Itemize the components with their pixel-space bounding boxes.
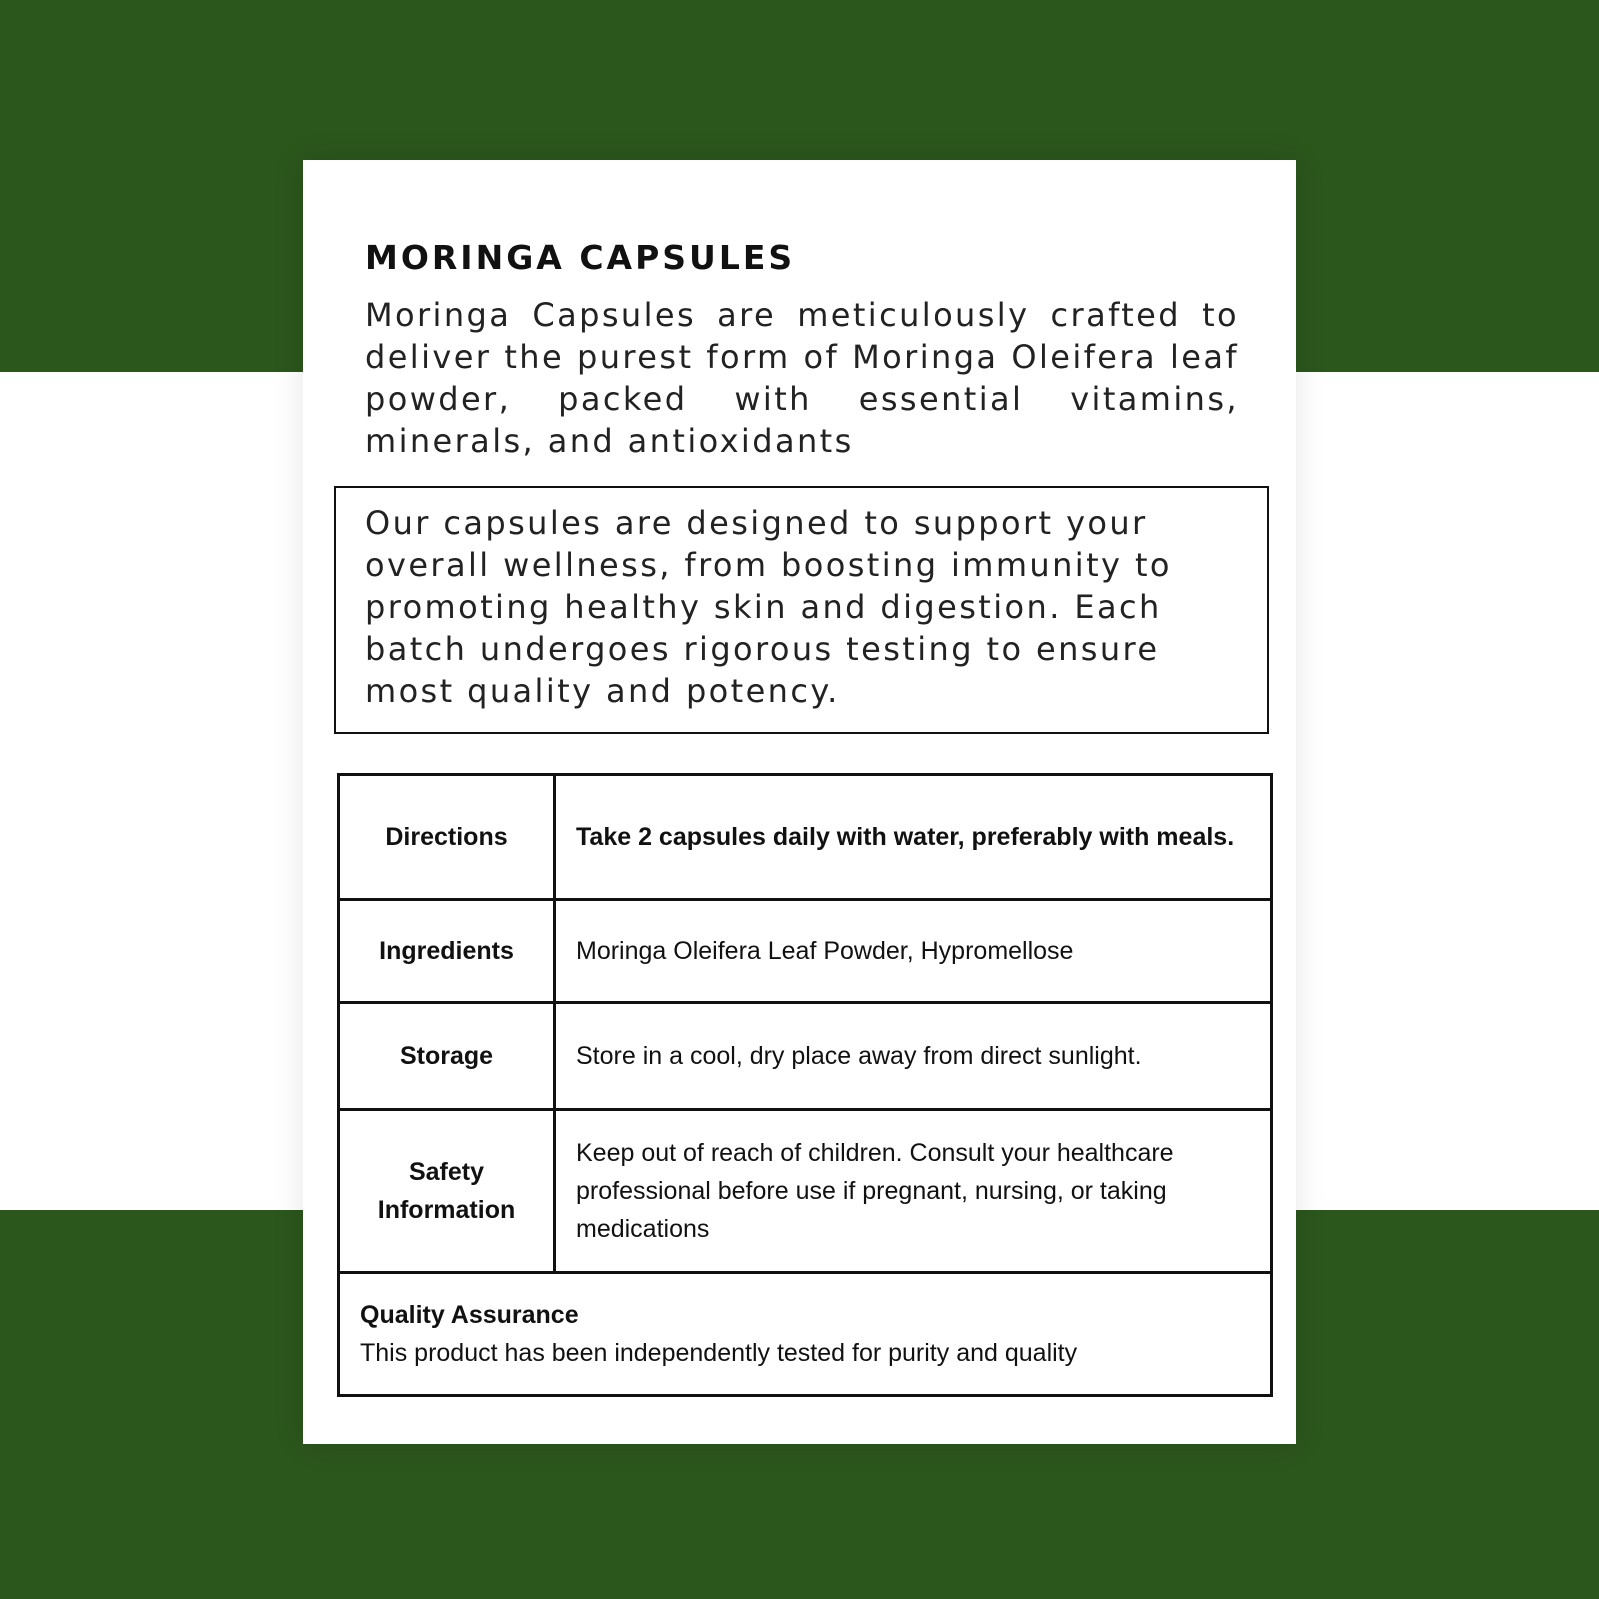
intro-paragraph: Moringa Capsules are meticulously crafted to deliver the purest form of Moringa Oleifera leaf powder, packed with essential vitamins, minerals, and antioxidants [365,296,1239,460]
storage-value: Store in a cool, dry place away from direct sunlight. [555,1003,1272,1110]
benefits-text: Our capsules are designed to support your overall wellness, from boosting immunity to promoting healthy skin and digestion. Each batch undergoes rigorous testing to ensure most quality and potency. [365,504,1172,710]
quality-cell [339,1273,1272,1396]
benefits-box [334,486,1269,734]
quality-title: Quality Assurance [360,1301,579,1329]
info-table [337,773,1273,1397]
table-row-ingredients [339,900,1272,1003]
directions-value: Take 2 capsules daily with water, preferably with meals. [555,775,1272,900]
product-title: MORINGA CAPSULES [365,238,796,277]
table-row-directions [339,775,1272,900]
table-row-quality [339,1273,1272,1396]
label-card [303,160,1296,1444]
ingredients-value: Moringa Oleifera Leaf Powder, Hypromellose [555,900,1272,1003]
table-row-storage [339,1003,1272,1110]
directions-label: Directions [339,775,555,900]
quality-text: This product has been independently tested for purity and quality [360,1339,1078,1367]
storage-label: Storage [339,1003,555,1110]
table-row-safety [339,1110,1272,1273]
ingredients-label: Ingredients [339,900,555,1003]
safety-label: Safety Information [339,1110,555,1273]
safety-value: Keep out of reach of children. Consult your healthcare professional before use if pregnant, nursing, or taking medications [555,1110,1272,1273]
